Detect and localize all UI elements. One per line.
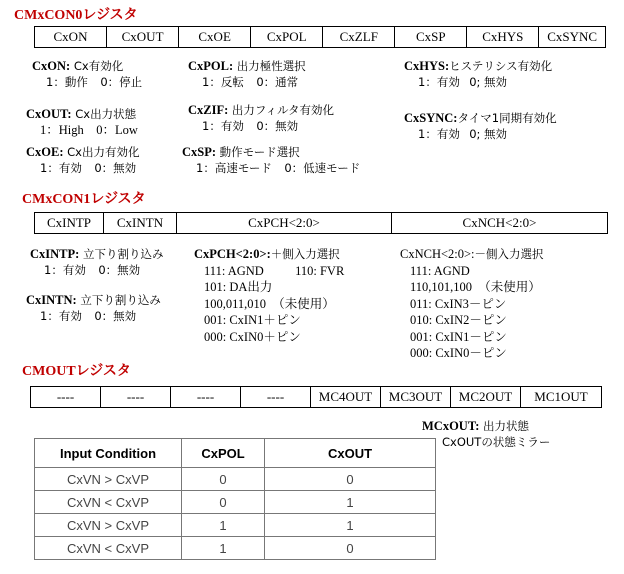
cxpol-name: CxPOL:	[188, 59, 234, 73]
cxsync-v0: 0; 無効	[469, 127, 508, 141]
cxpch-line-110: 110: FVR	[295, 263, 345, 278]
header-cxout: CxOUT	[265, 439, 436, 468]
cxsp-name: CxSP:	[182, 145, 217, 159]
cxintn-name: CxINTN:	[26, 293, 77, 307]
con0-bit-cxpol: CxPOL	[251, 27, 323, 48]
con0-register-table	[34, 26, 606, 48]
cmout-bit-mc3out: MC3OUT	[381, 387, 451, 408]
cxpch-desc	[194, 246, 344, 345]
cxoe-label: Cx出力有効化	[63, 145, 140, 159]
table-row	[35, 468, 436, 491]
condition-table	[34, 438, 436, 560]
con0-bit-cxzlf: CxZLF	[323, 27, 395, 48]
cxhys-v0: 0; 無効	[469, 75, 508, 89]
cxnch-line: 000: CxIN0－ピン	[410, 346, 507, 360]
cxhys-desc	[404, 58, 552, 90]
cxintp-desc	[30, 246, 163, 278]
cxnch-label: －側入力選択	[474, 247, 544, 261]
cxout-v0: 0：Low	[96, 123, 138, 137]
cxon-desc	[32, 58, 142, 90]
con0-bit-cxsp: CxSP	[395, 27, 467, 48]
cxsync-name: CxSYNC:	[404, 111, 458, 125]
mcxout-desc	[422, 418, 550, 450]
cmout-bit-mc1out: MC1OUT	[521, 387, 602, 408]
cmout-bit-mc2out: MC2OUT	[451, 387, 521, 408]
cxon-name: CxON:	[32, 59, 71, 73]
cxpol-v1: 1：反転	[202, 75, 244, 89]
cxintn-label: 立下り割り込み	[76, 293, 161, 307]
cxpol-label: 出力極性選択	[233, 59, 306, 73]
cxout-name: CxOUT:	[26, 107, 72, 121]
cxintp-name: CxINTP:	[30, 247, 80, 261]
header-input-condition: Input Condition	[35, 439, 182, 468]
cxpch-line-111: 111: AGND	[204, 263, 264, 278]
cxpch-line-000: 000: CxIN0＋ピン	[204, 329, 301, 344]
cxnch-name: CxNCH<2:0>:	[400, 247, 475, 261]
cell-condition: CxVN < CxVP	[35, 491, 182, 514]
cell-cxout: 1	[265, 491, 436, 514]
con0-bit-cxoe: CxOE	[179, 27, 251, 48]
cxintp-v0: 0：無効	[98, 263, 141, 277]
cmout-register-table	[30, 386, 602, 408]
con1-title: CMxCON1レジスタ	[22, 192, 146, 207]
cmout-bit-unused: ----	[241, 387, 311, 408]
con1-bit-cxnch: CxNCH<2:0>	[392, 213, 608, 234]
cxsync-label: タイマ1同期有効化	[457, 111, 557, 125]
con0-bit-cxhys: CxHYS	[467, 27, 539, 48]
cxhys-name: CxHYS:	[404, 59, 450, 73]
cell-cxout: 0	[265, 537, 436, 560]
cxon-v1: 1：動作	[46, 75, 88, 89]
cxnch-line: 001: CxIN1－ピン	[410, 329, 507, 344]
cxon-v0: 0：停止	[100, 75, 143, 89]
con0-title: CMxCON0レジスタ	[14, 8, 138, 23]
cxon-label: Cx有効化	[70, 59, 124, 73]
cxoe-v1: 1：有効	[40, 161, 82, 175]
cell-cxpol: 0	[182, 468, 265, 491]
table-row	[35, 514, 436, 537]
cell-cxpol: 1	[182, 514, 265, 537]
cxintp-v1: 1：有効	[44, 263, 86, 277]
cxzif-name: CxZIF:	[188, 103, 229, 117]
con0-bit-cxon: CxON	[35, 27, 107, 48]
cell-condition: CxVN > CxVP	[35, 468, 182, 491]
cxhys-v1: 1：有効	[418, 75, 460, 89]
con0-bit-cxout: CxOUT	[106, 27, 178, 48]
cxhys-label: ヒステリシス有効化	[449, 59, 553, 73]
cxintn-desc	[26, 292, 161, 324]
con1-register-table	[34, 212, 608, 234]
cxnch-line: 010: CxIN2－ピン	[410, 313, 507, 327]
cxintn-v0: 0：無効	[94, 309, 137, 323]
cmout-bit-unused: ----	[171, 387, 241, 408]
cxpol-desc	[188, 58, 306, 90]
mcxout-label: 出力状態	[479, 419, 530, 433]
cxintn-v1: 1：有効	[40, 309, 82, 323]
cxzif-label: 出力フィルタ有効化	[228, 103, 335, 117]
cell-cxout: 1	[265, 514, 436, 537]
mcxout-name: MCxOUT:	[422, 419, 480, 433]
table-row	[35, 537, 436, 560]
cxoe-desc	[26, 144, 140, 176]
cxintp-label: 立下り割り込み	[79, 247, 164, 261]
con1-bit-cxpch: CxPCH<2:0>	[177, 213, 392, 234]
cxout-label: Cx出力状態	[71, 107, 137, 121]
con1-bit-cxintn: CxINTN	[104, 213, 177, 234]
table-row	[35, 491, 436, 514]
cxsp-v0: 0：低速モード	[284, 161, 361, 175]
cmout-bit-unused: ----	[31, 387, 101, 408]
cell-cxpol: 1	[182, 537, 265, 560]
cxpch-label: ＋側入力選択	[270, 247, 340, 261]
cxpch-name: CxPCH<2:0>:	[194, 247, 271, 261]
cxnch-line: 111: AGND	[410, 263, 470, 278]
cxoe-name: CxOE:	[26, 145, 64, 159]
cmout-bit-mc4out: MC4OUT	[311, 387, 381, 408]
cmout-bit-unused: ----	[101, 387, 171, 408]
cxsp-desc	[182, 144, 360, 176]
cxout-v1: 1：High	[40, 123, 84, 137]
cxzif-desc	[188, 102, 334, 134]
cxzif-v0: 0：無効	[256, 119, 299, 133]
con0-bit-cxsync: CxSYNC	[539, 27, 606, 48]
cmout-title: CMOUTレジスタ	[22, 364, 131, 379]
cxzif-v1: 1：有効	[202, 119, 244, 133]
cxsp-label: 動作モード選択	[216, 145, 300, 159]
cell-condition: CxVN < CxVP	[35, 537, 182, 560]
cell-condition: CxVN > CxVP	[35, 514, 182, 537]
cxnch-desc	[400, 246, 544, 362]
con1-bit-cxintp: CxINTP	[35, 213, 104, 234]
cxoe-v0: 0：無効	[94, 161, 137, 175]
condition-table-header	[35, 439, 436, 468]
cxout-desc	[26, 106, 138, 138]
cxpch-line-101: 101: DA出力	[204, 280, 273, 294]
cxsync-desc	[404, 110, 557, 142]
cxpol-v0: 0：通常	[256, 75, 299, 89]
cxsp-v1: 1：高速モード	[196, 161, 272, 175]
cxpch-line-001: 001: CxIN1＋ピン	[204, 313, 301, 327]
cxpch-line-unused: 100,011,010 （未使用）	[204, 296, 335, 311]
cxsync-v1: 1：有効	[418, 127, 460, 141]
cell-cxpol: 0	[182, 491, 265, 514]
cxnch-line: 011: CxIN3－ピン	[410, 296, 507, 311]
mcxout-mirror: CxOUTの状態ミラー	[442, 435, 551, 449]
cell-cxout: 0	[265, 468, 436, 491]
header-cxpol: CxPOL	[182, 439, 265, 468]
cxnch-line: 110,101,100 （未使用）	[410, 280, 541, 294]
